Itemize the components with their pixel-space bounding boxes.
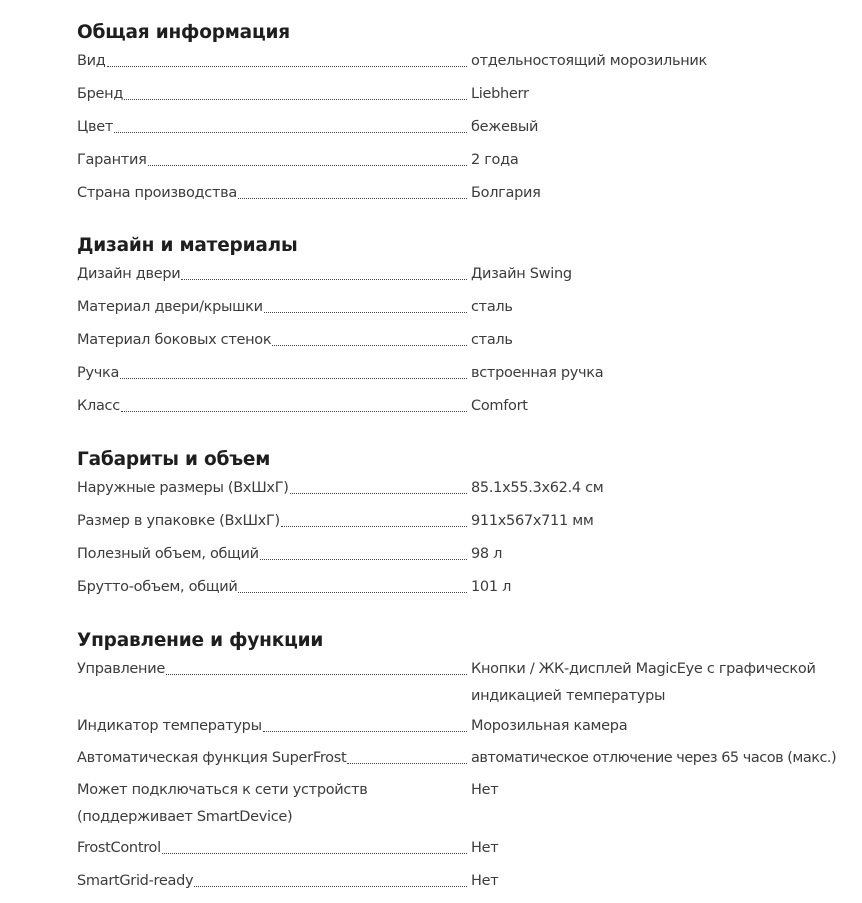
dotted-leader xyxy=(290,492,467,494)
dotted-leader xyxy=(238,591,467,593)
dotted-leader xyxy=(121,410,467,412)
spec-row xyxy=(77,508,862,535)
spec-label: SmartGrid-ready xyxy=(77,873,194,889)
spec-row xyxy=(77,180,862,207)
spec-row xyxy=(77,327,862,354)
spec-row xyxy=(77,114,862,141)
spec-value: Liebherr xyxy=(471,86,529,102)
spec-label: Индикатор температуры xyxy=(77,718,262,734)
spec-row xyxy=(77,868,862,895)
dotted-leader xyxy=(272,344,467,346)
spec-label: Полезный объем, общий xyxy=(77,546,259,562)
spec-value: 101 л xyxy=(471,579,512,595)
spec-row xyxy=(77,393,862,420)
section-title: Общая информация xyxy=(77,22,290,43)
spec-value: 98 л xyxy=(471,546,503,562)
spec-label: Автоматическая функция SuperFrost xyxy=(77,750,347,766)
spec-row xyxy=(77,541,862,568)
dotted-leader xyxy=(120,377,467,379)
spec-row xyxy=(77,835,862,862)
spec-value-line: индикацией температуры xyxy=(471,688,666,704)
spec-row xyxy=(77,777,862,831)
spec-value: встроенная ручка xyxy=(471,365,604,381)
spec-row xyxy=(77,261,862,288)
section-general-info xyxy=(77,19,862,232)
spec-label: Гарантия xyxy=(77,152,147,168)
dotted-leader xyxy=(148,164,468,166)
spec-label: Вид xyxy=(77,53,106,69)
spec-label: FrostControl xyxy=(77,840,161,856)
dotted-leader xyxy=(162,852,467,854)
spec-value-line: Кнопки / ЖК-дисплей MagicEye с графической xyxy=(471,661,816,677)
spec-value: Нет xyxy=(471,840,499,856)
dotted-leader xyxy=(263,730,467,732)
spec-sheet xyxy=(77,19,862,895)
spec-label-line: Может подключаться к сети устройств xyxy=(77,782,368,798)
dotted-leader xyxy=(260,558,467,560)
spec-label: Ручка xyxy=(77,365,120,381)
spec-value: Морозильная камера xyxy=(471,718,628,734)
dotted-leader xyxy=(264,311,467,313)
spec-label: Цвет xyxy=(77,119,113,135)
spec-row xyxy=(77,294,862,321)
spec-value: Дизайн Swing xyxy=(471,266,572,282)
spec-label: Брутто-объем, общий xyxy=(77,579,238,595)
spec-value: 2 года xyxy=(471,152,519,168)
spec-label: Материал боковых стенок xyxy=(77,332,272,348)
dotted-leader xyxy=(181,278,467,280)
spec-value: 911x567x711 мм xyxy=(471,513,594,529)
spec-value: сталь xyxy=(471,332,513,348)
spec-row xyxy=(77,81,862,108)
spec-label: Наружные размеры (ВхШхГ) xyxy=(77,480,289,496)
spec-row xyxy=(77,475,862,502)
section-controls-functions xyxy=(77,627,862,895)
spec-row xyxy=(77,360,862,387)
spec-label: Класс xyxy=(77,398,120,414)
spec-value: Comfort xyxy=(471,398,528,414)
dotted-leader xyxy=(107,65,468,67)
spec-value: Нет xyxy=(471,782,499,798)
dotted-leader xyxy=(166,673,467,675)
spec-label: Бренд xyxy=(77,86,124,102)
spec-label: Страна производства xyxy=(77,185,237,201)
spec-value: 85.1x55.3x62.4 см xyxy=(471,480,604,496)
spec-label-line: (поддерживает SmartDevice) xyxy=(77,809,293,825)
spec-row xyxy=(77,574,862,601)
dotted-leader xyxy=(347,762,467,764)
section-title: Управление и функции xyxy=(77,630,324,651)
spec-label: Дизайн двери xyxy=(77,266,181,282)
spec-row xyxy=(77,713,862,740)
dotted-leader xyxy=(281,525,467,527)
spec-row xyxy=(77,147,862,174)
dotted-leader xyxy=(238,197,467,199)
section-design-materials xyxy=(77,232,862,446)
spec-row xyxy=(77,48,862,75)
spec-label: Материал двери/крышки xyxy=(77,299,263,315)
spec-value: автоматическое отлючение через 65 часов (макс.) xyxy=(471,750,837,766)
spec-label: Управление xyxy=(77,661,165,677)
spec-row xyxy=(77,745,862,772)
spec-value: отдельностоящий морозильник xyxy=(471,53,707,69)
spec-label: Размер в упаковке (ВхШхГ) xyxy=(77,513,280,529)
spec-value: бежевый xyxy=(471,119,539,135)
spec-value xyxy=(471,656,861,710)
section-title: Дизайн и материалы xyxy=(77,235,298,256)
section-title: Габариты и объем xyxy=(77,449,271,470)
section-dimensions-volume xyxy=(77,446,862,627)
dotted-leader xyxy=(194,885,467,887)
dotted-leader xyxy=(124,98,467,100)
spec-value: Болгария xyxy=(471,185,541,201)
spec-value: Нет xyxy=(471,873,499,889)
dotted-leader xyxy=(114,131,467,133)
spec-row xyxy=(77,656,862,710)
spec-value: сталь xyxy=(471,299,513,315)
